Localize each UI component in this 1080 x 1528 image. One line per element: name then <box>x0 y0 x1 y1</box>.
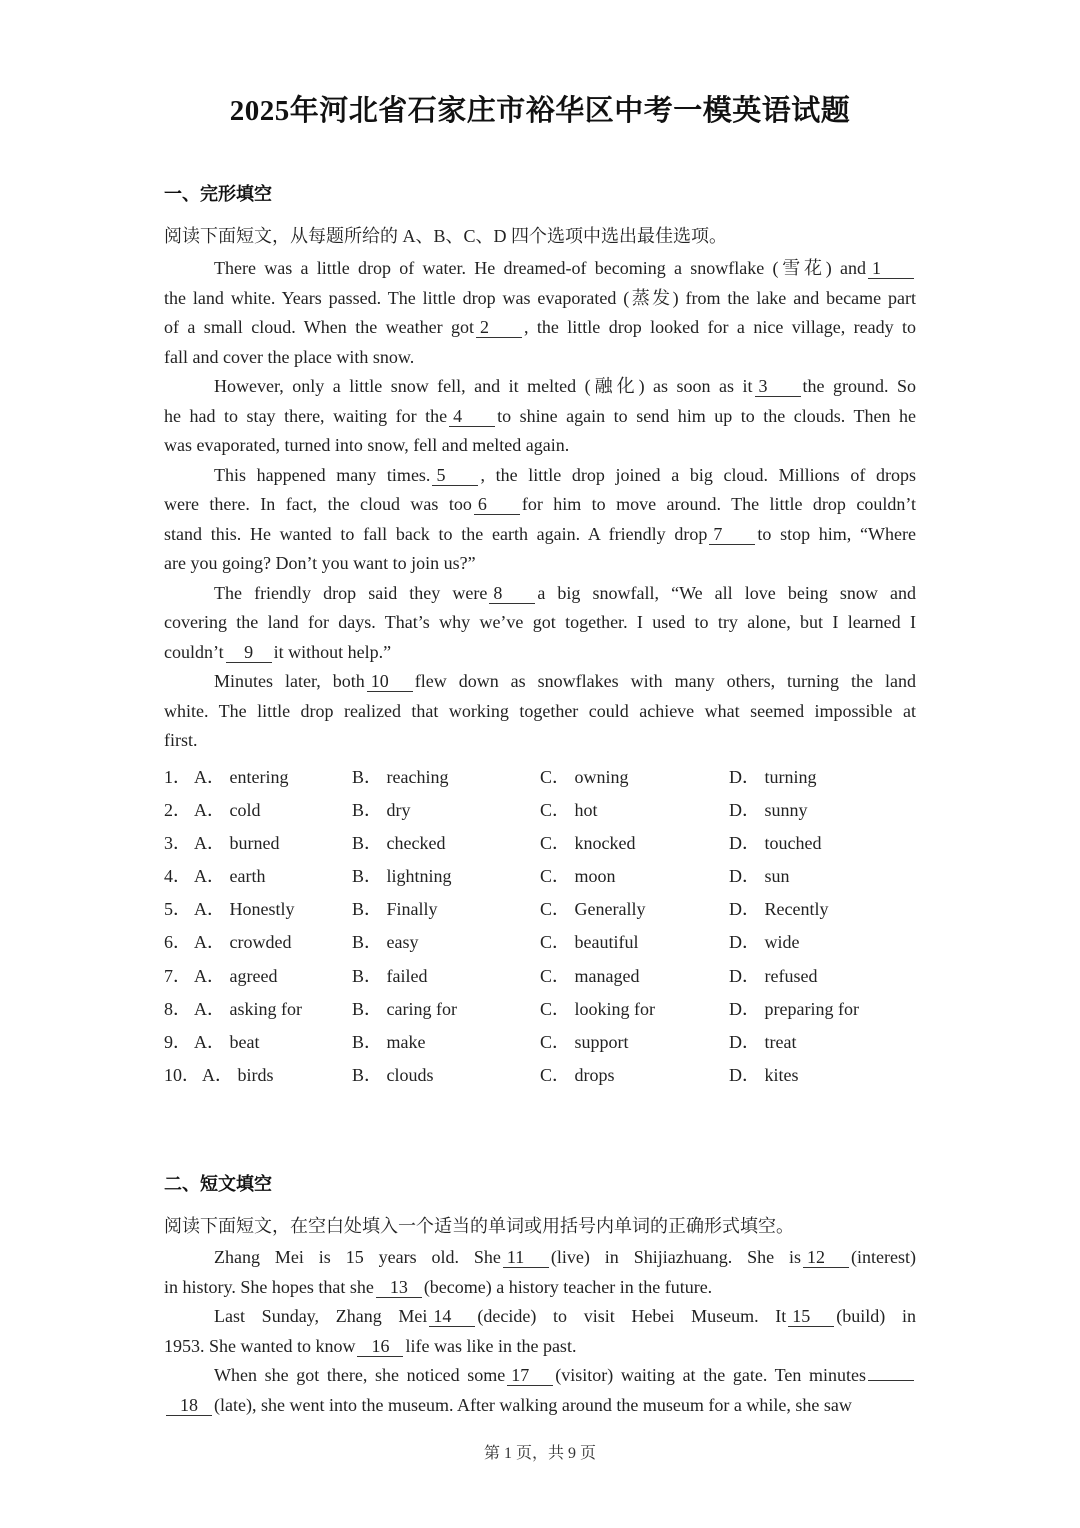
option-row <box>164 761 924 794</box>
passage-text: stand this. He wanted to fall back to the earth again. A friendly drop <box>164 523 708 544</box>
blank-17: 17 <box>507 1365 553 1386</box>
passage-line <box>164 1302 916 1332</box>
blank-16: 16 <box>357 1336 403 1357</box>
option-a: A． earth <box>194 866 266 887</box>
passage-text: (visitor) waiting at the gate. Ten minutes <box>555 1365 867 1385</box>
option-a: A． burned <box>194 833 280 854</box>
passage-text: (become) a history teacher in the future. <box>423 1276 713 1297</box>
blank-3: 3 <box>755 376 801 397</box>
section2-heading: 二、短文填空 <box>164 1174 272 1194</box>
passage-line <box>164 402 916 432</box>
fill-blank-passage <box>164 1243 916 1420</box>
question-number: 5． <box>164 899 191 920</box>
option-a: A． Honestly <box>194 899 295 920</box>
passage-line <box>164 343 916 373</box>
passage-text: were there. In fact, the cloud was too <box>164 494 472 514</box>
question-number: 3． <box>164 833 191 854</box>
option-c: C． looking for <box>540 998 655 1019</box>
option-c: C． Generally <box>540 899 646 920</box>
page-title: 2025年河北省石家庄市裕华区中考一模英语试题 <box>229 95 851 127</box>
passage-line <box>164 431 916 461</box>
passage-text: life was like in the past. <box>405 1335 577 1356</box>
option-d: D． kites <box>729 1064 799 1085</box>
passage-text: Minutes later, both <box>214 671 365 691</box>
option-d: D． wide <box>729 932 800 953</box>
blank-8: 8 <box>489 583 535 604</box>
question-number: 7． <box>164 965 191 986</box>
passage-text: (late), she went into the museum. After walking around the museum for a while, she saw <box>214 1394 852 1415</box>
passage-text: in history. She hopes that she <box>164 1276 374 1297</box>
option-row <box>164 993 924 1026</box>
option-b: B． easy <box>352 932 419 953</box>
passage-line <box>164 313 916 343</box>
blank-line <box>868 1380 914 1381</box>
blank-7: 7 <box>709 524 755 545</box>
passage-text: it without help.” <box>273 641 392 662</box>
passage-text: the ground. So <box>802 376 916 396</box>
option-a: A． asking for <box>194 998 302 1019</box>
option-c: C． moon <box>540 866 616 887</box>
section1-instruction: 阅读下面短文，从每题所给的 A、B、C、D 四个选项中选出最佳选项。 <box>164 226 728 246</box>
passage-text: fall and cover the place with snow. <box>164 346 415 367</box>
passage-line <box>164 579 916 609</box>
option-row <box>164 926 924 959</box>
blank-11: 11 <box>503 1247 549 1268</box>
passage-text: covering the land for days. That’s why we’ve got together. I used to try alone, but I learned I <box>164 612 916 632</box>
blank-1: 1 <box>868 258 914 279</box>
option-b: B． dry <box>352 800 411 821</box>
passage-text: The friendly drop said they were <box>214 582 488 603</box>
option-c: C． managed <box>540 965 640 986</box>
option-d: D． sun <box>729 866 790 887</box>
passage-text: (build) in <box>836 1306 916 1326</box>
passage-text: to shine again to send him up to the clouds. Then he <box>497 405 917 426</box>
option-d: D． Recently <box>729 899 829 920</box>
passage-line <box>164 284 916 314</box>
passage-line <box>164 1361 916 1391</box>
question-number: 9． <box>164 1031 191 1052</box>
passage-line <box>164 697 916 727</box>
passage-text: flew down as snowflakes with many others, turning the land <box>414 671 916 691</box>
question-number: 2． <box>164 800 191 821</box>
passage-line <box>164 461 916 491</box>
cloze-passage <box>164 254 916 756</box>
passage-text: he had to stay there, waiting for the <box>164 405 448 426</box>
passage-text: for him to move around. The little drop couldn’t <box>521 494 916 514</box>
section1-heading: 一、完形填空 <box>164 184 272 204</box>
option-a: A． beat <box>194 1031 260 1052</box>
option-b: B． caring for <box>352 998 457 1019</box>
option-c: C． knocked <box>540 833 636 854</box>
option-a: A． agreed <box>194 965 278 986</box>
question-number: 6． <box>164 932 191 953</box>
passage-text: the land white. Years passed. The little drop was evaporated (蒸发) from the lake and became part <box>164 287 916 308</box>
passage-line <box>164 490 916 520</box>
option-a: A． entering <box>194 767 289 787</box>
option-d: D． sunny <box>729 800 808 821</box>
blank-13: 13 <box>376 1277 422 1298</box>
passage-text: white. The little drop realized that working together could achieve what seemed impossible at <box>164 700 916 721</box>
option-c: C． owning <box>540 767 629 787</box>
blank-6: 6 <box>474 494 520 515</box>
option-row <box>164 860 924 893</box>
passage-text: , the little drop looked for a nice village, ready to <box>523 317 917 337</box>
passage-text: couldn’t <box>164 641 224 662</box>
option-b: B． clouds <box>352 1064 434 1085</box>
passage-text: (live) in Shijiazhuang. She is <box>550 1247 802 1267</box>
passage-text: This happened many times. <box>214 464 431 485</box>
option-row <box>164 827 924 860</box>
blank-9: 9 <box>226 642 272 663</box>
question-number: 1． <box>164 767 191 787</box>
passage-text: first. <box>164 730 198 750</box>
option-a: A． birds <box>202 1064 274 1085</box>
blank-5: 5 <box>432 465 478 486</box>
passage-line <box>164 1273 916 1303</box>
passage-line <box>164 254 916 284</box>
passage-line <box>164 549 916 579</box>
passage-text: (decide) to visit Hebei Museum. It <box>477 1306 787 1326</box>
passage-line <box>164 1243 916 1273</box>
passage-text: 1953. She wanted to know <box>164 1335 356 1356</box>
page-footer: 第 1 页，共 9 页 <box>483 1445 596 1462</box>
passage-text: However, only a little snow fell, and it melted (融化) as soon as it <box>214 376 753 396</box>
question-number: 8． <box>164 998 191 1019</box>
blank-18: 18 <box>166 1395 212 1416</box>
option-c: C． hot <box>540 800 598 821</box>
section2-instruction: 阅读下面短文，在空白处填入一个适当的单词或用括号内单词的正确形式填空。 <box>164 1216 794 1236</box>
passage-line <box>164 638 916 668</box>
passage-text: a big snowfall, “We all love being snow and <box>537 582 916 603</box>
passage-text: are you going? Don’t you want to join us?” <box>164 553 476 573</box>
blank-10: 10 <box>367 671 413 692</box>
question-number: 4． <box>164 866 191 887</box>
passage-text: was evaporated, turned into snow, fell and melted again. <box>164 435 570 455</box>
option-row <box>164 1026 924 1059</box>
passage-text: Zhang Mei is 15 years old. She <box>214 1247 501 1267</box>
option-row <box>164 794 924 827</box>
option-c: C． drops <box>540 1064 615 1085</box>
option-a: A． crowded <box>194 932 292 953</box>
option-c: C． beautiful <box>540 932 639 953</box>
option-d: D． treat <box>729 1031 797 1052</box>
passage-text: Last Sunday, Zhang Mei <box>214 1306 428 1326</box>
option-b: B． reaching <box>352 767 449 787</box>
option-a: A． cold <box>194 800 261 821</box>
option-b: B． Finally <box>352 899 438 920</box>
option-d: D． refused <box>729 965 818 986</box>
option-row <box>164 1059 924 1092</box>
passage-line <box>164 1391 916 1421</box>
blank-15: 15 <box>788 1306 834 1327</box>
passage-line <box>164 608 916 638</box>
option-b: B． failed <box>352 965 428 986</box>
blank-2: 2 <box>476 317 522 338</box>
passage-text: , the little drop joined a big cloud. Millions of drops <box>480 464 916 485</box>
passage-text: When she got there, she noticed some <box>214 1365 506 1385</box>
passage-line <box>164 726 916 756</box>
options-list <box>164 761 924 1092</box>
option-b: B． checked <box>352 833 446 854</box>
option-d: D． preparing for <box>729 998 859 1019</box>
blank-4: 4 <box>449 406 495 427</box>
option-d: D． turning <box>729 767 817 787</box>
option-row <box>164 960 924 993</box>
option-c: C． support <box>540 1031 629 1052</box>
option-b: B． lightning <box>352 866 452 887</box>
blank-14: 14 <box>429 1306 475 1327</box>
option-row <box>164 893 924 926</box>
passage-text: to stop him, “Where <box>757 523 916 544</box>
option-d: D． touched <box>729 833 822 854</box>
passage-line <box>164 520 916 550</box>
passage-line <box>164 1332 916 1362</box>
question-number: 10． <box>164 1064 200 1085</box>
option-b: B． make <box>352 1031 426 1052</box>
blank-12: 12 <box>803 1247 849 1268</box>
passage-text: There was a little drop of water. He dreamed-of becoming a snowflake (雪花) and <box>214 258 866 278</box>
passage-line <box>164 667 916 697</box>
passage-text: of a small cloud. When the weather got <box>164 317 474 337</box>
passage-text: (interest) <box>851 1247 916 1267</box>
passage-line <box>164 372 916 402</box>
